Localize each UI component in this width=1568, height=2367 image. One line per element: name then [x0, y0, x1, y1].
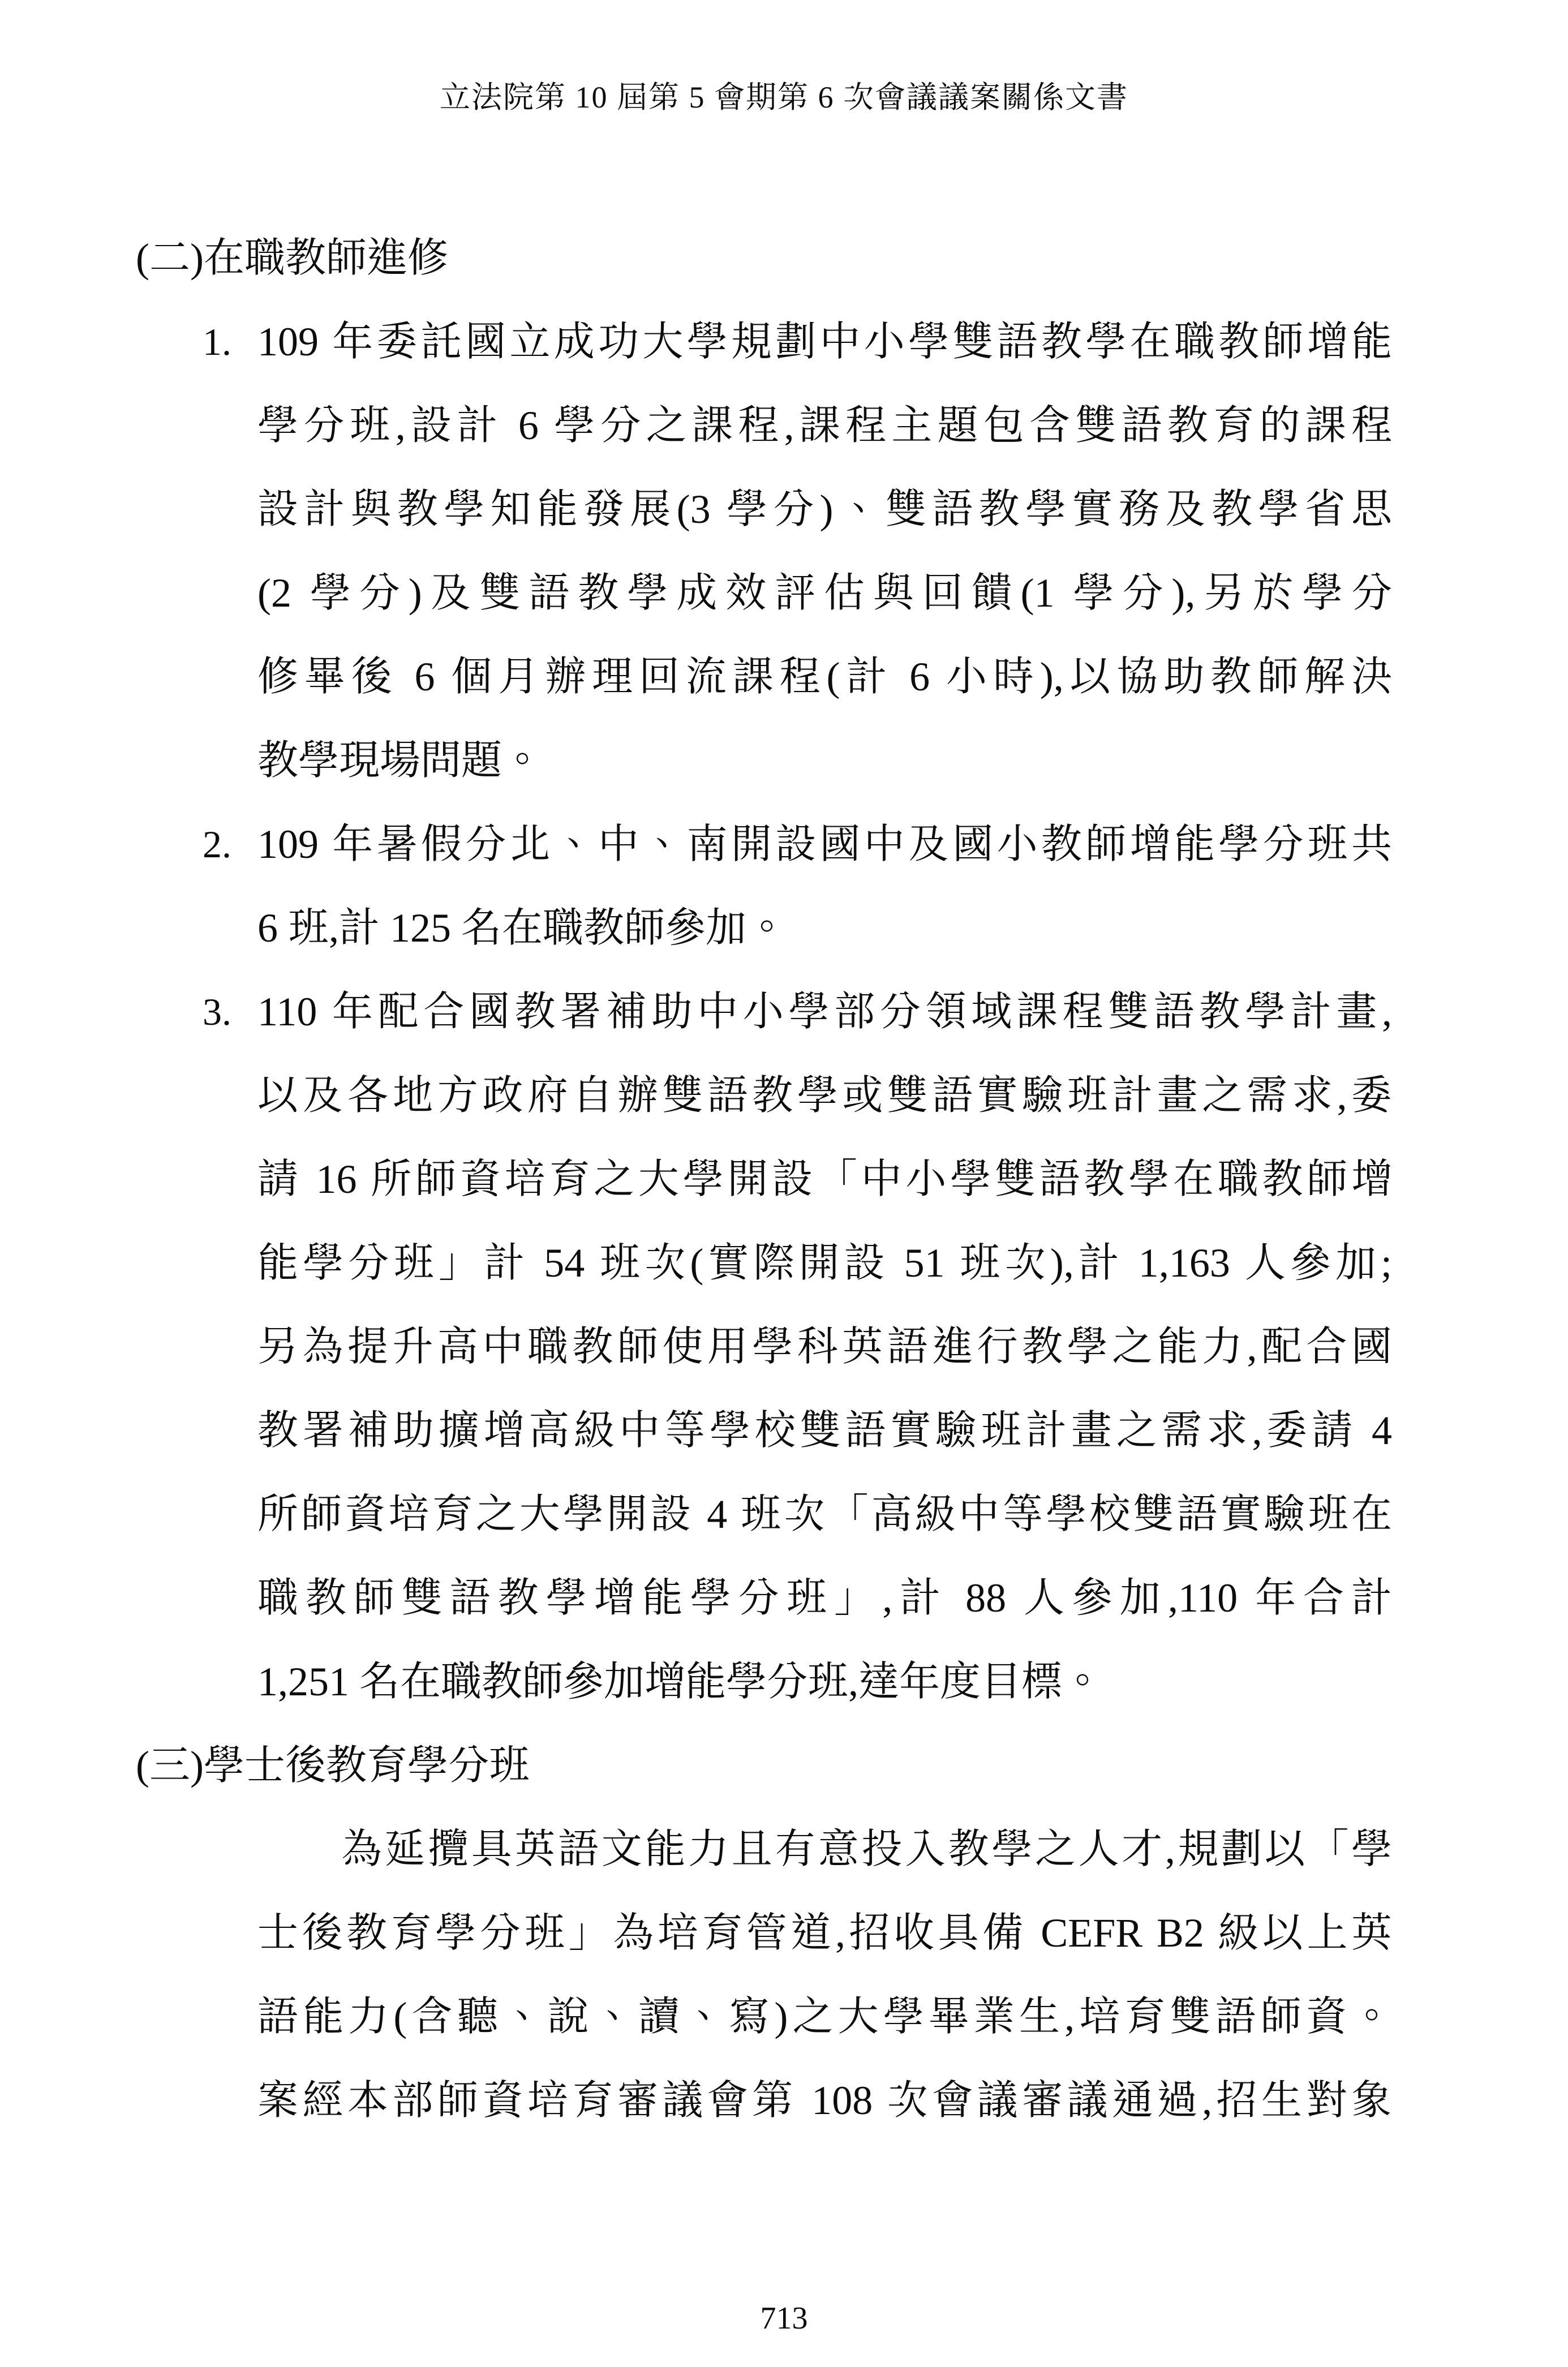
text-line: 請 16 所師資培育之大學開設「中小學雙語教學在職教師增 [257, 1157, 1392, 1202]
text-line: 修畢後 6 個月辦理回流課程(計 6 小時),以協助教師解決 [257, 654, 1392, 699]
text-line: 所師資培育之大學開設 4 班次「高級中等學校雙語實驗班在 [257, 1492, 1392, 1537]
paragraph [136, 1807, 1392, 2142]
section-heading: (二)在職教師進修 [136, 235, 448, 281]
list-item [136, 802, 1392, 970]
text-line: 能學分班」計 54 班次(實際開設 51 班次),計 1,163 人參加; [257, 1240, 1392, 1286]
section-2 [136, 216, 1392, 1724]
text-line: 語能力(含聽、說、讀、寫)之大學畢業生,培育雙語師資。 [257, 1994, 1392, 2039]
text-line: 學分班,設計 6 學分之課程,課程主題包含雙語教育的課程 [257, 403, 1392, 448]
text-line: (2 學分)及雙語教學成效評估與回饋(1 學分),另於學分 [257, 570, 1392, 616]
text-line: 為延攬具英語文能力且有意投入教學之人才,規劃以「學 [341, 1827, 1392, 1872]
text-line: 職教師雙語教學增能學分班」,計 88 人參加,110 年合計 [257, 1575, 1392, 1621]
text-line: 士後教育學分班」為培育管道,招收具備 CEFR B2 級以上英 [257, 1910, 1392, 1956]
item-number: 2. [203, 823, 231, 866]
text-line: 110 年配合國教署補助中小學部分領域課程雙語教學計畫, [257, 989, 1392, 1034]
text-line: 另為提升高中職教師使用學科英語進行教學之能力,配合國 [257, 1324, 1392, 1369]
text-line: 以及各地方政府自辦雙語教學或雙語實驗班計畫之需求,委 [257, 1073, 1392, 1118]
text-line: 6 班,計 125 名在職教師參加。 [257, 905, 788, 951]
section-3 [136, 1724, 1392, 2142]
item-number: 1. [203, 320, 231, 363]
section-heading: (三)學士後教育學分班 [136, 1743, 530, 1788]
text-line: 設計與教學知能發展(3 學分)、雙語教學實務及教學省思 [257, 487, 1392, 532]
text-line: 109 年委託國立成功大學規劃中小學雙語教學在職教師增能 [257, 319, 1392, 364]
document-body [0, 216, 1568, 2142]
text-line: 109 年暑假分北、中、南開設國中及國小教師增能學分班共 [257, 822, 1392, 867]
page-number: 713 [760, 2301, 808, 2336]
document-header: 立法院第 10 屆第 5 會期第 6 次會議議案關係文書 [440, 80, 1128, 114]
text-line: 教學現場問題。 [257, 738, 543, 783]
text-line: 1,251 名在職教師參加增能學分班,達年度目標。 [257, 1659, 1103, 1704]
list-item [136, 300, 1392, 802]
item-number: 3. [203, 990, 231, 1033]
text-line: 案經本部師資培育審議會第 108 次會議審議通過,招生對象 [257, 2078, 1392, 2123]
list-item [136, 970, 1392, 1724]
text-line: 教署補助擴增高級中等學校雙語實驗班計畫之需求,委請 4 [257, 1408, 1392, 1453]
